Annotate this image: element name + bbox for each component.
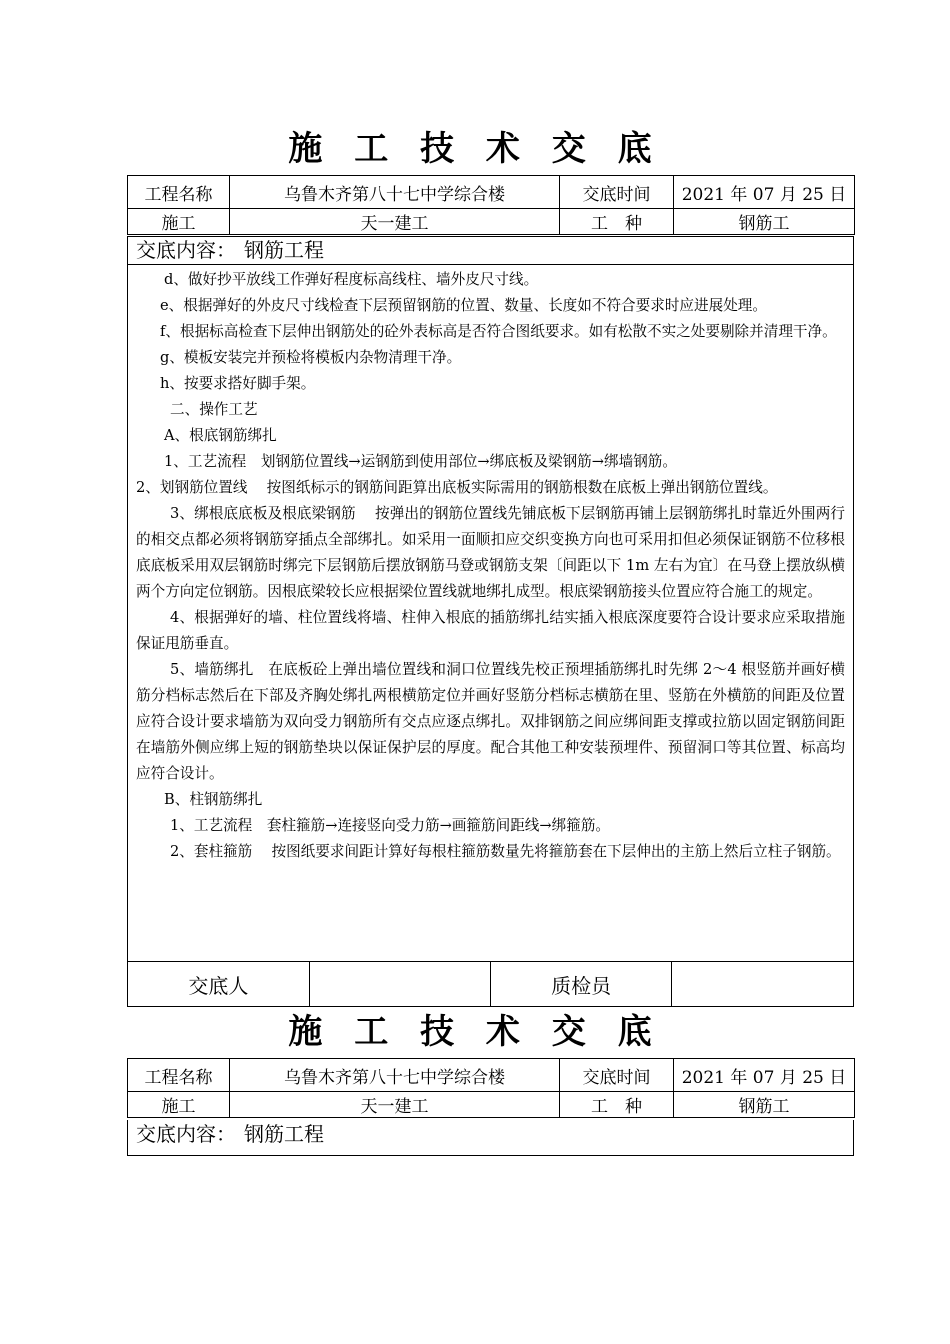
sign-table bbox=[128, 961, 853, 1006]
content-value: 钢筋工程 bbox=[244, 1122, 324, 1146]
presenter-label: 交底人 bbox=[128, 962, 309, 1007]
header-table bbox=[127, 175, 855, 235]
trade-value: 钢筋工 bbox=[674, 209, 855, 235]
content-body bbox=[128, 265, 853, 961]
date-label: 交底时间 bbox=[560, 1059, 674, 1092]
paragraph: B、柱钢筋绑扎 bbox=[164, 791, 263, 808]
constructor-value: 天一建工 bbox=[230, 1092, 560, 1118]
paragraph: 5、墙筋绑扎 在底板砼上弹出墙位置线和洞口位置线先校正预埋插筋绑扎时先绑 2～4 根竖筋并画好横筋分档标志然后在下部及齐胸处绑扎两根横筋定位并画好竖筋分档标志横筋在里、竖筋在外横筋的间距及位置应符合设计要求墙筋为双向受力钢筋所有交点应逐点绑扎。双排钢筋之间应绑间距支撑或拉筋以固定钢筋间距在墙筋外侧应绑上短的钢筋垫块以保证保护层的厚度。配合其他工种安装预埋件、预留洞口等其位置、标高均应符合设计。 bbox=[136, 661, 845, 782]
paragraph: 4、根据弹好的墙、柱位置线将墙、柱伸入根底的插筋绑扎结实插入根底深度要符合设计要求应采取措施保证甩筋垂直。 bbox=[136, 609, 845, 652]
content-label: 交底内容： bbox=[136, 1122, 236, 1146]
document-title-repeat: 施 工 技 术 交 底 bbox=[288, 1012, 662, 1052]
paragraph: g、模板安装完并预检将模板内杂物清理干净。 bbox=[160, 349, 462, 366]
paragraph: 3、绑根底底板及根底梁钢筋 按弹出的钢筋位置线先铺底板下层钢筋再铺上层钢筋绑扎时靠近外围两行的相交点都必须将钢筋穿插点全部绑扎。如采用一面顺扣应交织变换方向也可采用扣但必须保证钢筋不位移根底底板采用双层钢筋时绑完下层钢筋后摆放钢筋马登或钢筋支架〔间距以下 1m 左右为宜〕在马登上摆放纵横两个方向定位钢筋。因根底梁较长应根据梁位置线就地绑扎成型。根底梁钢筋接头位置应符合施工的规定。 bbox=[136, 505, 845, 600]
content-value: 钢筋工程 bbox=[244, 238, 324, 262]
content-label: 交底内容： bbox=[136, 238, 236, 262]
constructor-value: 天一建工 bbox=[230, 209, 560, 235]
date-label: 交底时间 bbox=[560, 176, 674, 209]
project-value: 乌鲁木齐第八十七中学综合楼 bbox=[230, 176, 560, 209]
paragraph: e、根据弹好的外皮尺寸线检查下层预留钢筋的位置、数量、长度如不符合要求时应进展处理。 bbox=[160, 297, 767, 314]
paragraph: 2、套柱箍筋 按图纸要求间距计算好每根柱箍筋数量先将箍筋套在下层伸出的主筋上然后立柱子钢筋。 bbox=[170, 843, 841, 860]
paragraph: A、根底钢筋绑扎 bbox=[164, 427, 277, 444]
trade-label: 工 种 bbox=[560, 1092, 674, 1118]
trade-value: 钢筋工 bbox=[674, 1092, 855, 1118]
constructor-label: 施工 bbox=[128, 209, 230, 235]
project-label: 工程名称 bbox=[128, 1059, 230, 1092]
paragraph: 1、工艺流程 套柱箍筋→连接竖向受力筋→画箍筋间距线→绑箍筋。 bbox=[170, 817, 611, 834]
inspector-label: 质检员 bbox=[491, 962, 672, 1007]
date-value: 2021 年 07 月 25 日 bbox=[674, 176, 855, 209]
paragraph: f、根据标高检查下层伸出钢筋处的砼外表标高是否符合图纸要求。如有松散不实之处要剔除并清理干净。 bbox=[160, 323, 837, 340]
presenter-value bbox=[309, 962, 490, 1007]
header-table-repeat bbox=[127, 1058, 855, 1118]
content-heading-repeat bbox=[127, 1120, 854, 1156]
inspector-value bbox=[672, 962, 853, 1007]
paragraph: 2、划钢筋位置线 按图纸标示的钢筋间距算出底板实际需用的钢筋根数在底板上弹出钢筋位置线。 bbox=[136, 479, 778, 496]
document-title: 施 工 技 术 交 底 bbox=[288, 129, 662, 169]
paragraph: 二、操作工艺 bbox=[170, 401, 258, 418]
paragraph: 1、工艺流程 划钢筋位置线→运钢筋到使用部位→绑底板及梁钢筋→绑墙钢筋。 bbox=[164, 453, 677, 470]
paragraph: d、做好抄平放线工作弹好程度标高线柱、墙外皮尺寸线。 bbox=[164, 271, 539, 288]
content-heading bbox=[128, 237, 853, 265]
project-label: 工程名称 bbox=[128, 176, 230, 209]
project-value: 乌鲁木齐第八十七中学综合楼 bbox=[230, 1059, 560, 1092]
content-box bbox=[127, 236, 854, 1007]
constructor-label: 施工 bbox=[128, 1092, 230, 1118]
date-value: 2021 年 07 月 25 日 bbox=[674, 1059, 855, 1092]
paragraph: h、按要求搭好脚手架。 bbox=[160, 375, 316, 392]
trade-label: 工 种 bbox=[560, 209, 674, 235]
